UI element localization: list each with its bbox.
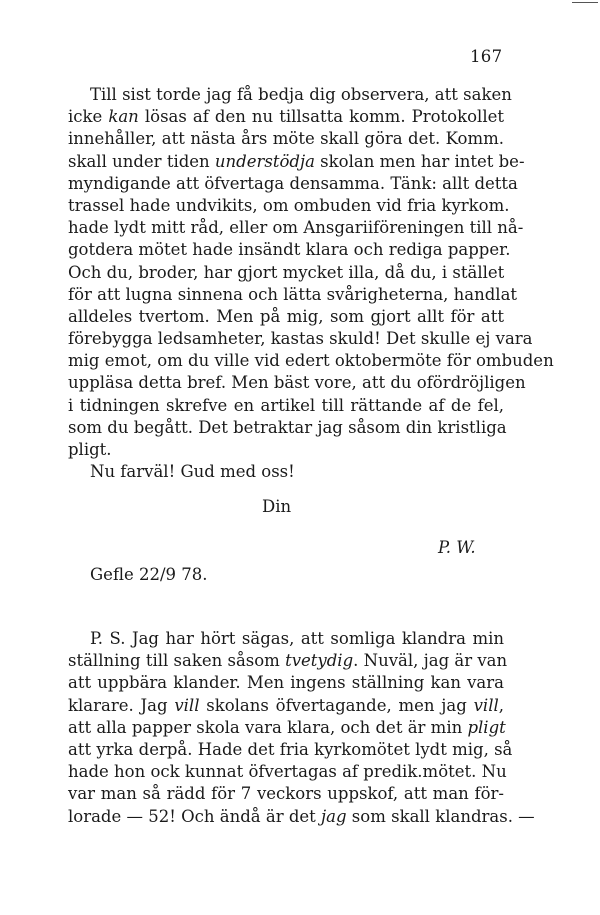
paragraph1-line: mig emot, om du ville vid edert oktobermöte för ombuden [68, 351, 554, 371]
paragraph1-line: för att lugna sinnena och lätta svårigheterna, handlat [68, 284, 518, 304]
paragraph1-line: pligt. [68, 440, 112, 459]
italic-emphasis: vill [473, 695, 499, 715]
italic-emphasis: understödja [214, 151, 315, 171]
paragraph1-line: trassel hade undvikits, om ombuden vid fria kyrkom. [68, 195, 510, 215]
signature-initials: P. W. [438, 538, 476, 557]
paragraph1-line: alldeles tvertom. Men på mig, som gjort allt för att [68, 306, 504, 326]
italic-emphasis: vill [174, 695, 200, 715]
paragraph1-line: innehåller, att nästa års möte skall göra det. Komm. [68, 129, 504, 149]
paragraph1-line: Och du, broder, har gjort mycket illa, då du, i stället [68, 262, 505, 282]
postscript-line: lorade — 52! Och ändå är det jag som skall klandras. — [68, 806, 535, 826]
paragraph1-line: gotdera mötet hade insändt klara och rediga papper. [68, 240, 511, 260]
postscript-line: var man så rädd för 7 veckors uppskof, att man för- [68, 784, 504, 804]
postscript-line: att alla papper skola vara klara, och det är min pligt [68, 717, 506, 737]
paragraph1-line: icke kan lösas af den nu tillsatta komm. Protokollet [68, 107, 504, 127]
italic-emphasis: tvetydig [285, 651, 354, 671]
italic-emphasis: jag [321, 806, 347, 826]
postscript-line: hade hon ock kunnat öfvertagas af predik.mötet. Nu [68, 762, 507, 782]
closing-greeting: Nu farväl! Gud med oss! [90, 462, 295, 481]
closing-din: Din [262, 497, 292, 516]
postscript-line: att yrka derpå. Hade det fria kyrkomötet lydt mig, så [68, 739, 513, 759]
paragraph1-line: som du begått. Det betraktar jag såsom din kristliga [68, 417, 507, 437]
paragraph1-line: förebygga ledsamheter, kastas skuld! Det skulle ej vara [68, 329, 533, 349]
paragraph1-line: myndigande att öfvertaga densamma. Tänk: allt detta [68, 173, 518, 193]
paragraph1-line: uppläsa detta bref. Men bäst vore, att du ofördröjligen [68, 373, 526, 393]
page-number: 167 [470, 47, 503, 66]
postscript-paragraph [68, 628, 535, 828]
body-paragraph-1 [68, 84, 554, 461]
italic-emphasis: kan [108, 107, 139, 127]
paragraph1-line: Till sist torde jag få bedja dig observera, att saken [90, 85, 512, 104]
paragraph1-line: hade lydt mitt råd, eller om Ansgariiföreningen till nå- [68, 218, 524, 238]
paragraph1-line: skall under tiden understödja skolan men har intet be- [68, 151, 525, 171]
place-and-date: Gefle 22/9 78. [90, 565, 208, 584]
postscript-line: att uppbära klander. Men ingens ställning kan vara [68, 673, 504, 693]
italic-emphasis: pligt [467, 717, 506, 737]
paragraph1-line: i tidningen skrefve en artikel till rättande af de fel, [68, 395, 504, 415]
postscript-line: klarare. Jag vill skolans öfvertagande, men jag vill, [68, 695, 504, 715]
postscript-line: ställning till saken såsom tvetydig. Nuväl, jag är van [68, 651, 508, 671]
top-edge-rule [572, 2, 598, 3]
postscript-line: P. S. Jag har hört sägas, att somliga klandra min [90, 629, 504, 648]
